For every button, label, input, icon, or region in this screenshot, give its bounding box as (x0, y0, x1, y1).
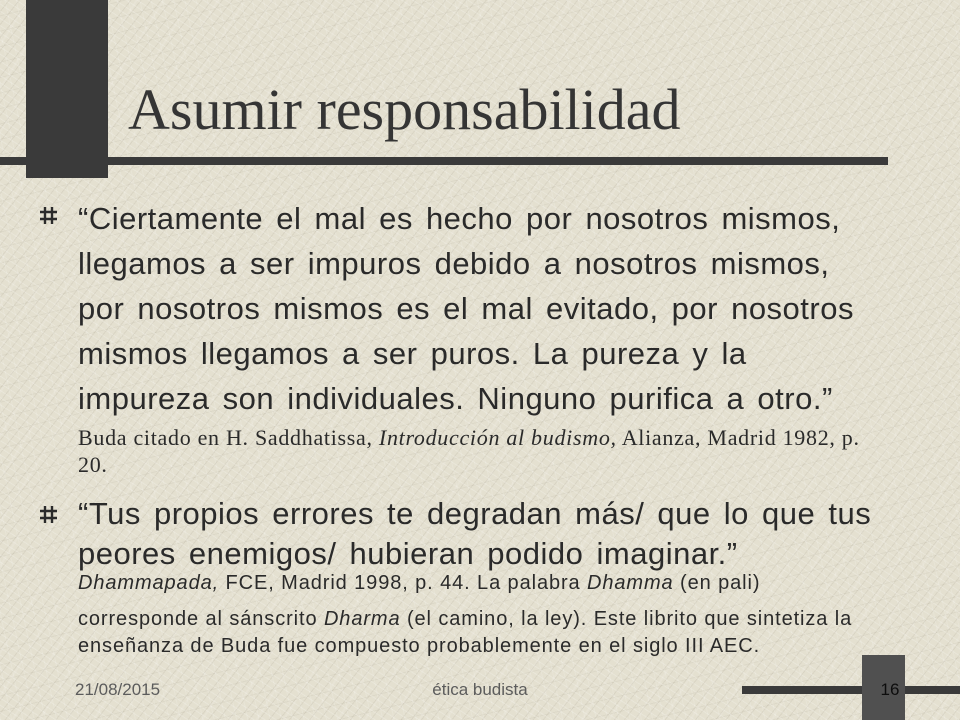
hash-bullet-icon-strokes (40, 506, 57, 523)
bullet-quote (78, 494, 871, 574)
citation-text: enseñanza de Buda fue compuesto probablemente en el siglo III AEC. (78, 635, 761, 657)
page-number: 16 (880, 680, 900, 699)
bullet-citation (78, 424, 860, 478)
citation-book-title: Dhammapada, (78, 572, 220, 594)
citation-text: corresponde al sánscrito (78, 608, 324, 630)
footer-accent-bar (742, 686, 960, 694)
hash-bullet-icon (40, 207, 57, 224)
citation-line (78, 633, 871, 660)
citation-term: Dharma (323, 608, 401, 630)
bullet-citation (78, 570, 871, 660)
citation-text: FCE, Madrid 1998, p. 44. La palabra (219, 572, 588, 594)
hash-bullet-icon (40, 506, 57, 523)
footer-subject: ética budista (432, 680, 528, 699)
citation-publisher: Alianza, Madrid 1982, p. (616, 425, 860, 450)
citation-book-title: Introducción al budismo, (378, 425, 617, 450)
quote-line: peores enemigos/ hubieran podido imaginar.” (78, 536, 738, 571)
bullet-item-1 (78, 196, 860, 478)
hash-bullet-icon-graphic (40, 207, 57, 224)
quote-line: por nosotros mismos es el mal evitado, por nosotros (78, 291, 854, 326)
hash-bullet-icon-strokes (40, 207, 57, 224)
footer-date: 21/08/2015 (75, 680, 161, 699)
citation-text: (el camino, la ley). Este librito que sintetiza la (400, 608, 853, 630)
citation-author: Buda citado en H. Saddhatissa, (78, 425, 379, 450)
citation-line (78, 570, 871, 597)
quote-line: llegamos a ser impuros debido a nosotros mismos, (78, 246, 830, 281)
quote-line: “Ciertamente el mal es hecho por nosotros mismos, (78, 201, 841, 236)
citation-line (78, 451, 860, 478)
quote-line: “Tus propios errores te degradan más/ que lo que tus (78, 496, 872, 531)
title-accent-bar (26, 0, 108, 178)
citation-line (78, 606, 871, 633)
citation-line (78, 424, 860, 451)
citation-page: 20. (78, 452, 108, 477)
bullet-item-2 (78, 494, 871, 660)
quote-line: impureza son individuales. Ninguno purifica a otro.” (78, 381, 833, 416)
bullet-quote (78, 196, 860, 421)
hash-bullet-icon-graphic (40, 506, 57, 523)
citation-text: (en pali) (673, 572, 761, 594)
quote-line: mismos llegamos a ser puros. La pureza y la (78, 336, 747, 371)
slide-title: Asumir responsabilidad (128, 77, 681, 142)
title-underline-bar (0, 157, 888, 165)
citation-term: Dhamma (587, 572, 674, 594)
